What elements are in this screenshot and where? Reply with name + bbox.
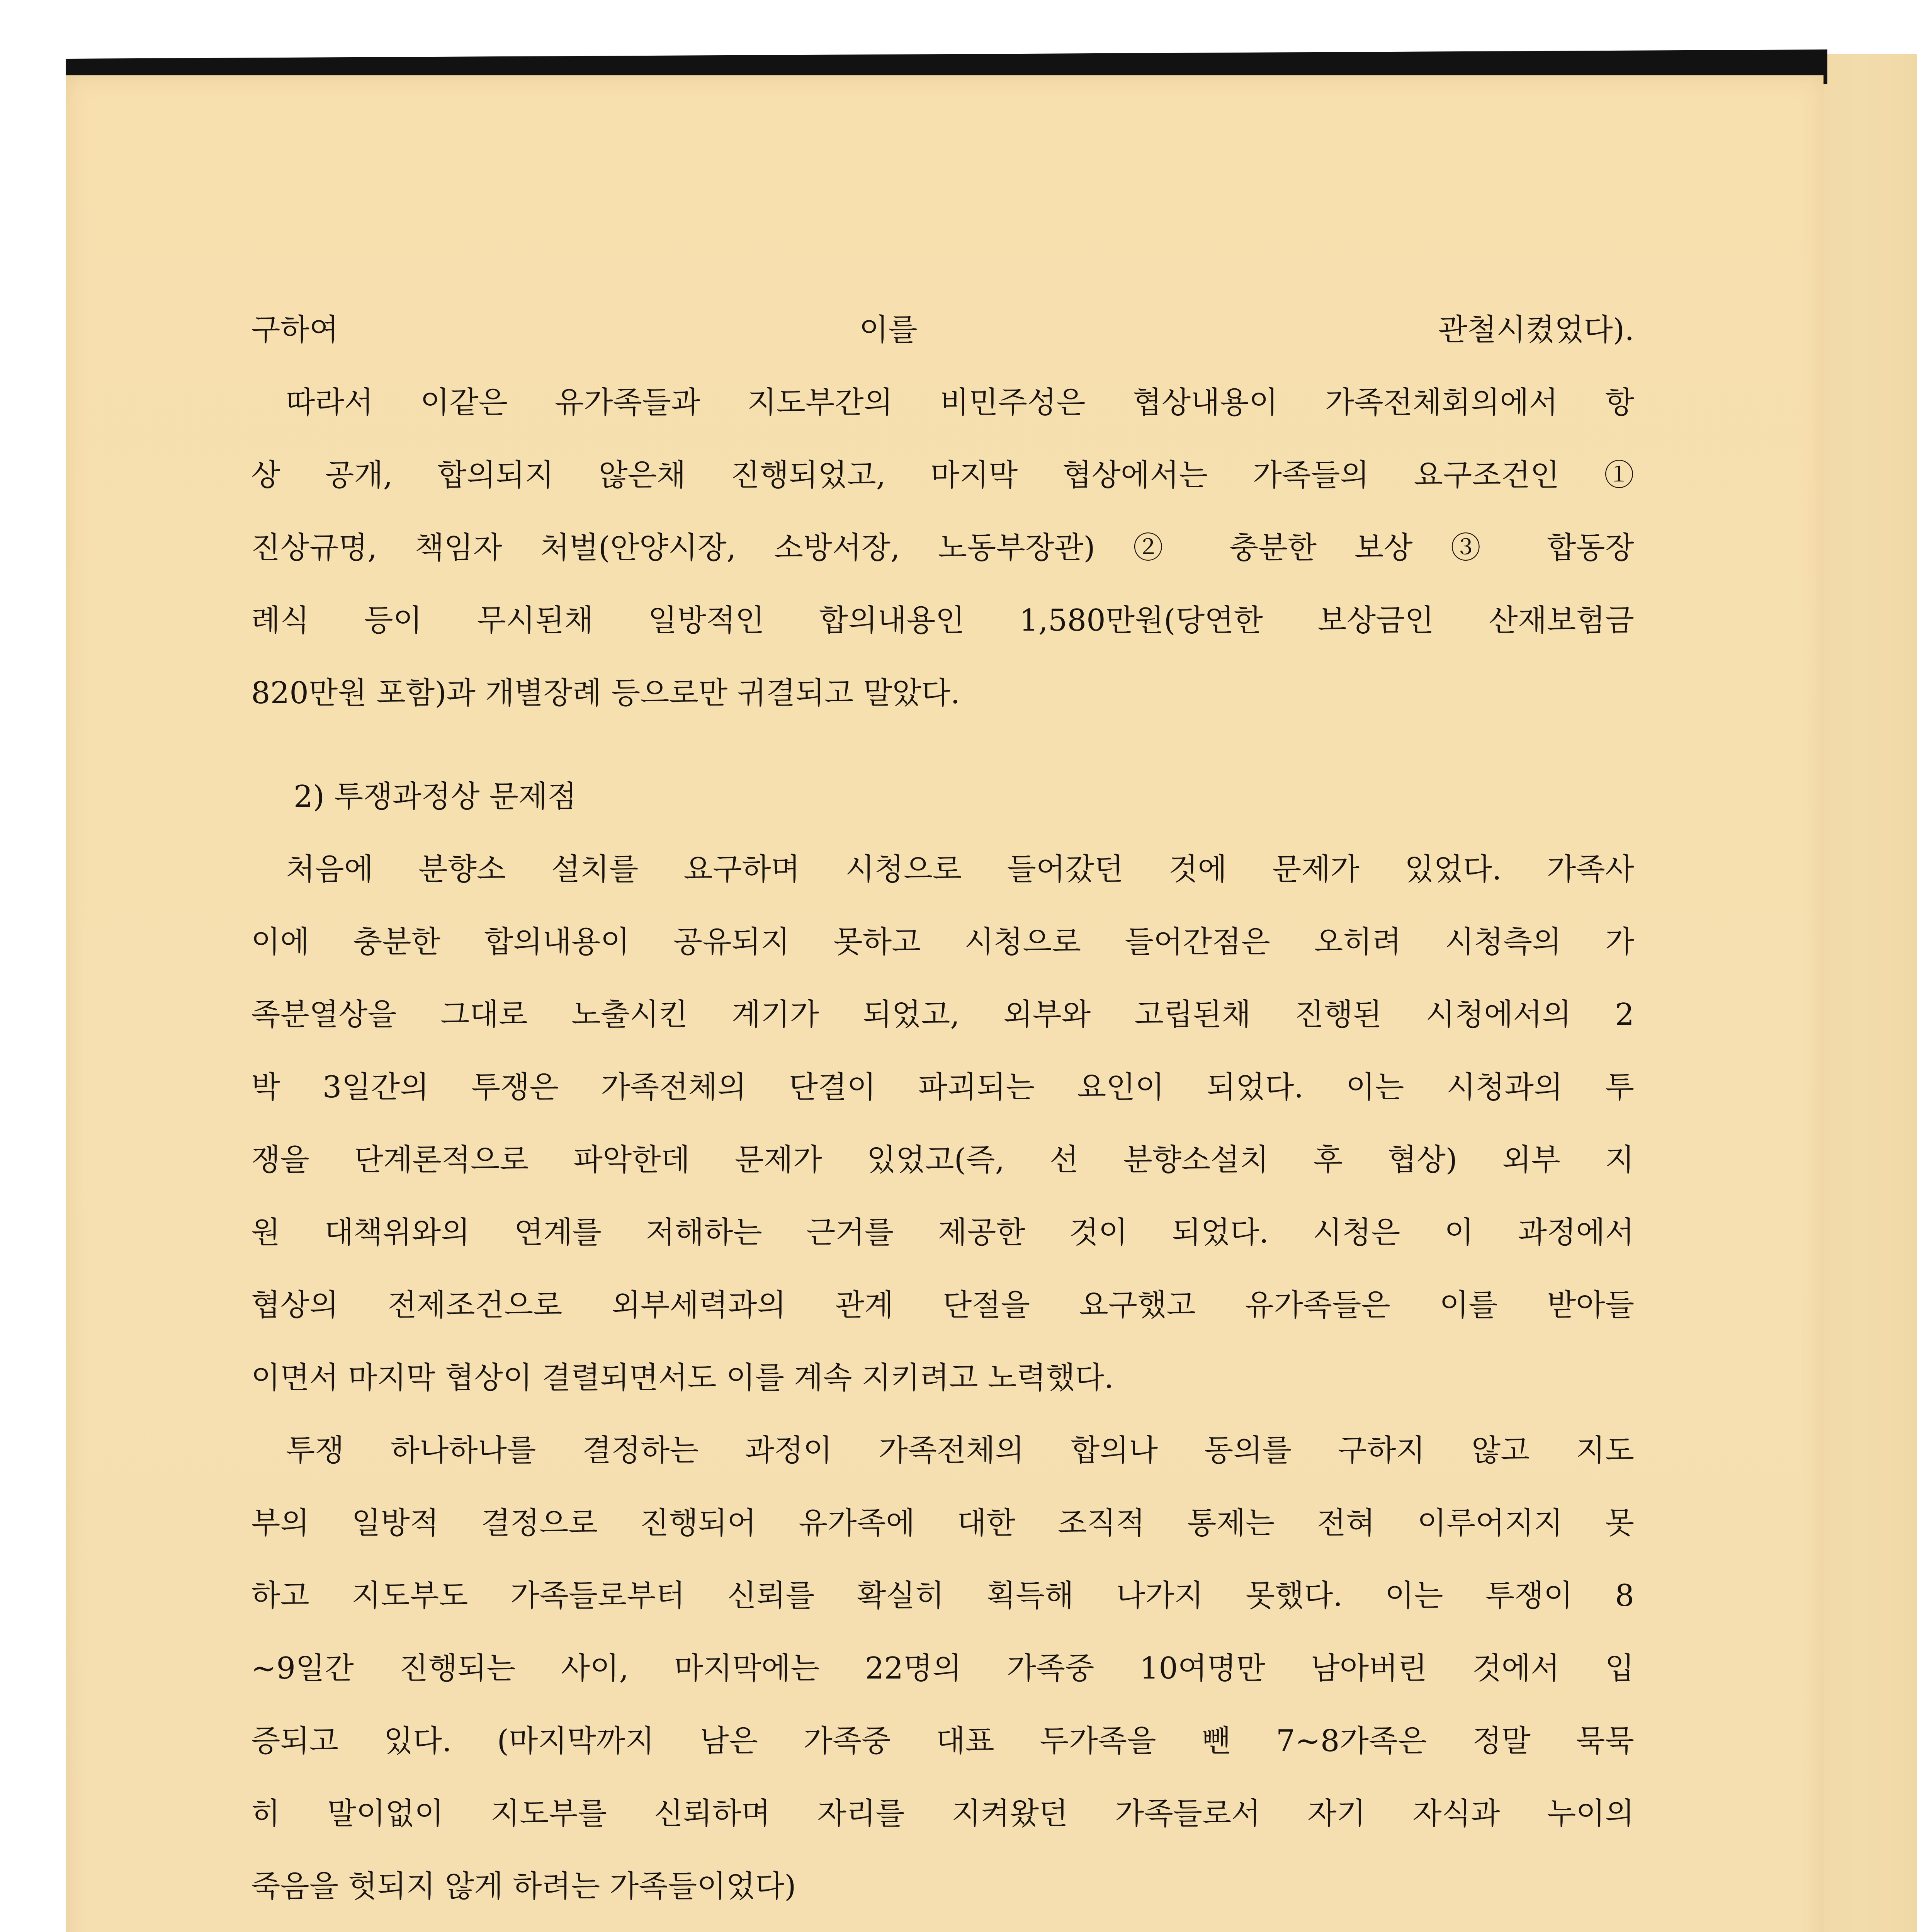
paragraph-line: 진상규명, 책임자 처벌(안양시장, 소방서장, 노동부장관) ② 충분한 보상 ③ 합동장 [251,531,1634,565]
paragraph-line: 협상의 전제조건으로 외부세력과의 관계 단절을 요구했고 유가족들은 이를 받아들 [251,1288,1634,1323]
paragraph-line: 박 3일간의 투쟁은 가족전체의 단결이 파괴되는 요인이 되었다. 이는 시청과의 투 [251,1070,1634,1105]
paragraph-line: 증되고 있다. (마지막까지 남은 가족중 대표 두가족을 뺀 7~8가족은 정말 묵묵 [251,1724,1634,1759]
paragraph-line: 부의 일방적 결정으로 진행되어 유가족에 대한 조직적 통제는 전혀 이루어지지 못 [251,1506,1634,1541]
paragraph-line: 족분열상을 그대로 노출시킨 계기가 되었고, 외부와 고립된채 진행된 시청에서의 2 [251,997,1634,1032]
section-heading-2: 2) 투쟁과정상 문제점 [294,779,577,814]
paragraph-line: 하고 지도부도 가족들로부터 신뢰를 확실히 획득해 나가지 못했다. 이는 투쟁이 8 [251,1578,1634,1613]
paragraph-line: 따라서 이같은 유가족들과 지도부간의 비민주성은 협상내용이 가족전체회의에서 항 [286,385,1634,420]
paragraph-line: 구하여 이를 관철시켰었다). [251,313,1634,347]
paragraph-line: 820만원 포함)과 개별장례 등으로만 귀결되고 말았다. [251,676,960,711]
body-text [251,294,1634,1932]
paragraph-line: 례식 등이 무시된채 일방적인 합의내용인 1,580만원(당연한 보상금인 산재보험금 [251,603,1634,638]
paragraph-line: 이면서 마지막 협상이 결렬되면서도 이를 계속 지키려고 노력했다. [251,1361,1114,1395]
paragraph-line: 히 말이없이 지도부를 신뢰하며 자리를 지켜왔던 가족들로서 자기 자식과 누이의 [251,1796,1634,1831]
paragraph-line: 상 공개, 합의되지 않은채 진행되었고, 마지막 협상에서는 가족들의 요구조건인 ① [251,458,1634,493]
paragraph-line: 원 대책위와의 연계를 저해하는 근거를 제공한 것이 되었다. 시청은 이 과정에서 [251,1215,1634,1250]
paragraph-line: 투쟁 하나하나를 결정하는 과정이 가족전체의 합의나 동의를 구하지 않고 지도 [286,1433,1634,1468]
paragraph-line: 이에 충분한 합의내용이 공유되지 못하고 시청으로 들어간점은 오히려 시청측의 가 [251,925,1634,959]
paragraph-line: 처음에 분향소 설치를 요구하며 시청으로 들어갔던 것에 문제가 있었다. 가족사 [286,852,1634,887]
paragraph-line: 쟁을 단계론적으로 파악한데 문제가 있었고(즉, 선 분향소설치 후 협상) 외부 지 [251,1143,1634,1177]
paragraph-line: ~9일간 진행되는 사이, 마지막에는 22명의 가족중 10여명만 남아버린 것에서 입 [251,1651,1634,1686]
paragraph-line: 죽음을 헛되지 않게 하려는 가족들이었다) [251,1869,796,1904]
